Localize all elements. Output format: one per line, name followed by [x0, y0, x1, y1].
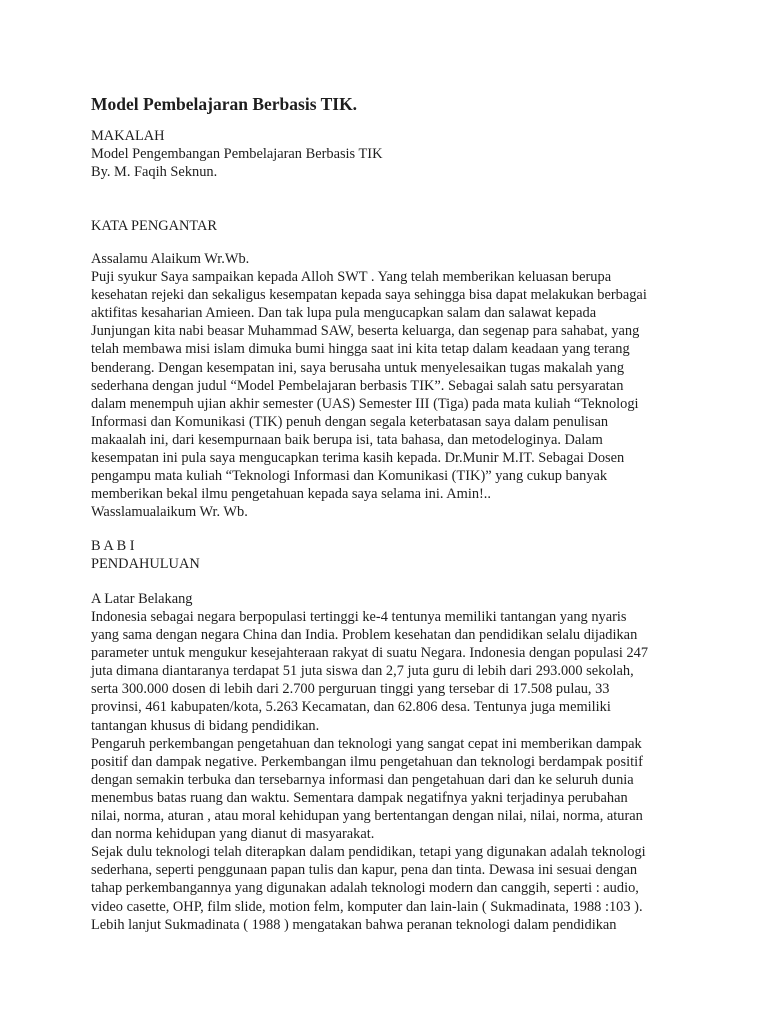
body-line: Indonesia sebagai negara berpopulasi tertinggi ke-4 tentunya memiliki tantangan yang nyaris: [91, 609, 627, 625]
body-line: juta dimana diantaranya terdapat 51 juta siswa dan 2,7 juta guru di lebih dari 293.000 sekolah,: [91, 663, 634, 680]
body-line: serta 300.000 dosen di lebih dari 2.700 perguruan tinggi yang tersebar di 17.508 pulau, 33: [91, 681, 610, 698]
body-line: aktifitas kesaharian Amieen. Dan tak lupa pula mengucapkan salam dan salawat kepada: [91, 305, 597, 322]
body-line: Sejak dulu teknologi telah diterapkan dalam pendidikan, tetapi yang digunakan adalah teknologi: [91, 844, 646, 861]
body-line: telah membawa misi islam dimuka bumi hingga saat ini kita tetap dalam keadaan yang terang: [91, 341, 630, 358]
body-line: video casette, OHP, film slide, motion felm, komputer dan lain-lain ( Sukmadinata, 1988 :103 ).: [91, 898, 643, 915]
body-line: kesehatan rejeki dan sekaligus kesempatan kepada saya sehingga bisa dapat melakukan berbagai: [91, 287, 647, 304]
body-line: Junjungan kita nabi beasar Muhammad SAW, beserta keluarga, dan segenap para sahabat, yang: [91, 323, 640, 340]
latar-belakang-heading: A Latar Belakang: [91, 591, 193, 607]
body-line: tahap perkembangannya yang digunakan adalah teknologi modern dan canggih, seperti : audio,: [91, 880, 639, 897]
body-line: sederhana dengan judul “Model Pembelajaran berbasis TIK”. Sebagai salah satu persyaratan: [91, 377, 624, 394]
document-title: Model Pembelajaran Berbasis TIK.: [91, 94, 358, 114]
intro-line-makalah: MAKALAH: [91, 128, 165, 144]
bab-title: PENDAHULUAN: [91, 556, 200, 572]
body-line: pengampu mata kuliah “Teknologi Informasi dan Komunikasi (TIK)” yang cukup banyak: [91, 468, 608, 485]
intro-line-author: By. M. Faqih Seknun.: [91, 164, 218, 181]
intro-block: [91, 127, 691, 181]
body-line: memberikan bekal ilmu pengetahuan kepada saya selama ini. Amin!..: [91, 486, 492, 503]
body-line: Informasi dan Komunikasi (TIK) penuh dengan segala keterbatasan saya dalam penulisan: [91, 413, 609, 430]
body-line: Wasslamualaikum Wr. Wb.: [91, 504, 248, 521]
body-line: Puji syukur Saya sampaikan kepada Alloh SWT . Yang telah memberikan keluasan berupa: [91, 269, 612, 286]
body-line: Assalamu Alaikum Wr.Wb.: [91, 251, 250, 267]
body-line: Lebih lanjut Sukmadinata ( 1988 ) mengatakan bahwa peranan teknologi dalam pendidikan: [91, 916, 617, 933]
kata-pengantar-heading: KATA PENGANTAR: [91, 218, 218, 234]
bab-label: B A B I: [91, 538, 135, 554]
body-line: Pengaruh perkembangan pengetahuan dan teknologi yang sangat cepat ini memberikan dampak: [91, 735, 642, 752]
body-line: menembus batas ruang dan waktu. Sementara dampak negatifnya yakni terjadinya perubahan: [91, 789, 628, 806]
body-line: makaalah ini, dari kesempurnaan baik berupa isi, tata bahasa, dan metodeloginya. Dalam: [91, 431, 603, 448]
latar-belakang-body: [91, 608, 691, 934]
body-line: provinsi, 461 kabupaten/kota, 5.263 Kecamatan, dan 62.806 desa. Tentunya juga memiliki: [91, 699, 611, 716]
body-line: tantangan khusus di bidang pendidikan.: [91, 717, 320, 734]
body-line: benderang. Dengan kesempatan ini, saya berusaha untuk menyelesaikan tugas makalah yang: [91, 359, 625, 376]
body-line: dan norma kehidupan yang dianut di masyarakat.: [91, 826, 375, 843]
body-line: nilai, norma, aturan , atau moral kehidupan yang bertentangan dengan nilai, nilai, norma, aturan: [91, 808, 643, 825]
body-line: dengan semakin terbuka dan tersebarnya informasi dan pengetahuan dari dan ke seluruh dunia: [91, 771, 634, 788]
body-line: positif dan dampak negative. Perkembangan ilmu pengetahuan dan teknologi berdampak positif: [91, 753, 643, 770]
body-line: yang sama dengan negara China dan India. Problem kesehatan dan pendidikan selalu dijadikan: [91, 627, 638, 644]
body-line: sederhana, seperti penggunaan papan tulis dan kapur, pena dan tinta. Dewasa ini sesuai dengan: [91, 862, 638, 879]
body-line: kesempatan ini pula saya mengucapkan terima kasih kepada. Dr.Munir M.IT. Sebagai Dosen: [91, 450, 625, 467]
kata-pengantar-body: [91, 250, 691, 521]
intro-line-subtitle: Model Pengembangan Pembelajaran Berbasis TIK: [91, 146, 383, 163]
body-line: parameter untuk mengukur kesejahteraan rakyat di suatu Negara. Indonesia dengan populasi 247: [91, 645, 649, 662]
body-line: dalam menempuh ujian akhir semester (UAS) Semester III (Tiga) pada mata kuliah “Teknologi: [91, 395, 639, 412]
